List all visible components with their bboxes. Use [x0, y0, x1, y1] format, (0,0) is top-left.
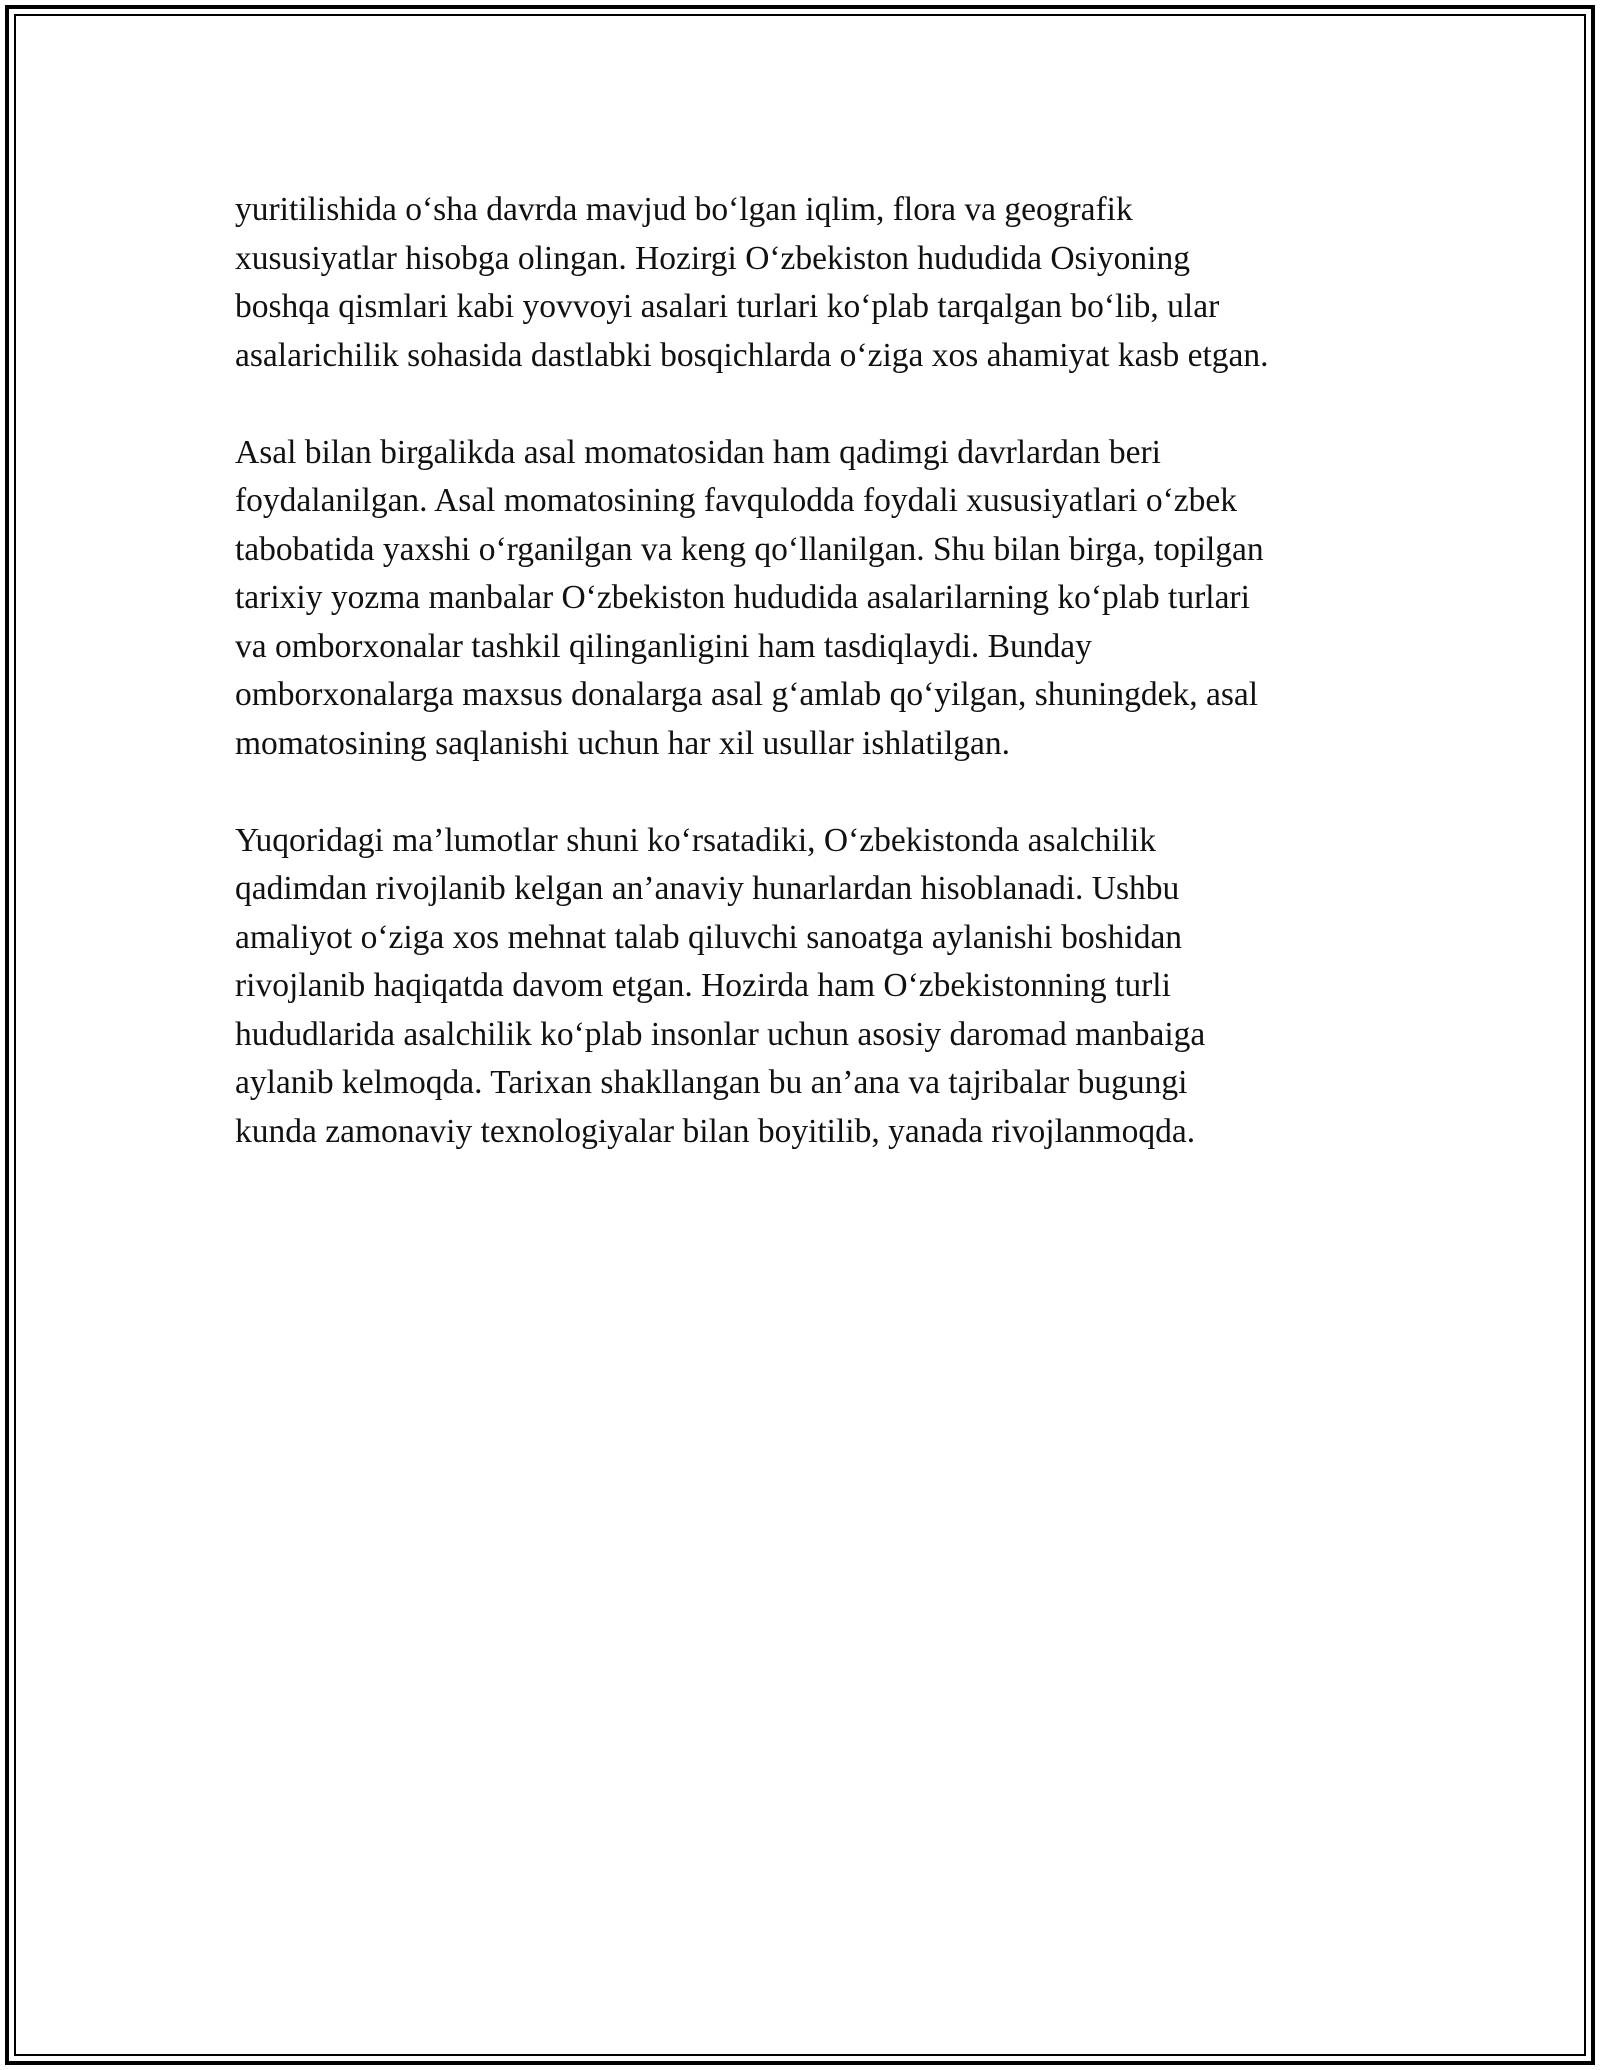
paragraph-line: qadimdan rivojlanib kelgan an’anaviy hunarlardan hisoblanadi. Ushbu: [235, 870, 1180, 907]
paragraph-line: foydalanilgan. Asal momatosining favqulodda foydali xususiyatlari o‘zbek: [235, 482, 1237, 519]
document-body: [235, 186, 1375, 1205]
paragraph-line: Yuqoridagi ma’lumotlar shuni ko‘rsatadiki, O‘zbekistonda asalchilik: [235, 821, 1157, 859]
paragraph-line: kunda zamonaviy texnologiyalar bilan boyitilib, yanada rivojlanmoqda.: [235, 1112, 1196, 1150]
paragraph-2: [235, 429, 1375, 769]
paragraph-line: Asal bilan birgalikda asal momatosidan ham qadimgi davrlardan beri: [235, 433, 1161, 471]
paragraph-line: momatosining saqlanishi uchun har xil usullar ishlatilgan.: [235, 724, 1011, 762]
paragraph-line: aylanib kelmoqda. Tarixan shakllangan bu an’ana va tajribalar bugungi: [235, 1064, 1188, 1101]
paragraph-line: omborxonalarga maxsus donalarga asal g‘amlab qo‘yilgan, shuningdek, asal: [235, 676, 1259, 713]
paragraph-line: amaliyot o‘ziga xos mehnat talab qiluvchi sanoatga aylanishi boshidan: [235, 918, 1183, 956]
paragraph-line: hududlarida asalchilik ko‘plab insonlar uchun asosiy daromad manbaiga: [235, 1015, 1206, 1053]
paragraph-line: va omborxonalar tashkil qilinganligini ham tasdiqlaydi. Bunday: [235, 627, 1092, 665]
paragraph-line: tabobatida yaxshi o‘rganilgan va keng qo‘llanilgan. Shu bilan birga, topilgan: [235, 530, 1264, 568]
paragraph-line: rivojlanib haqiqatda davom etgan. Hozirda ham O‘zbekistonning turli: [235, 967, 1171, 1004]
paragraph-3: [235, 817, 1375, 1157]
paragraph-line: tarixiy yozma manbalar O‘zbekiston hududida asalarilarning ko‘plab turlari: [235, 579, 1250, 616]
paragraph-line: yuritilishida o‘sha davrda mavjud bo‘lgan iqlim, flora va geografik: [235, 191, 1133, 228]
paragraph-line: boshqa qismlari kabi yovvoyi asalari turlari ko‘plab tarqalgan bo‘lib, ular: [235, 288, 1220, 325]
paragraph-line: asalarichilik sohasida dastlabki bosqichlarda o‘ziga xos ahamiyat kasb etgan.: [235, 336, 1269, 374]
paragraph-1: [235, 186, 1375, 380]
paragraph-line: xususiyatlar hisobga olingan. Hozirgi O‘zbekiston hududida Osiyoning: [235, 239, 1190, 277]
